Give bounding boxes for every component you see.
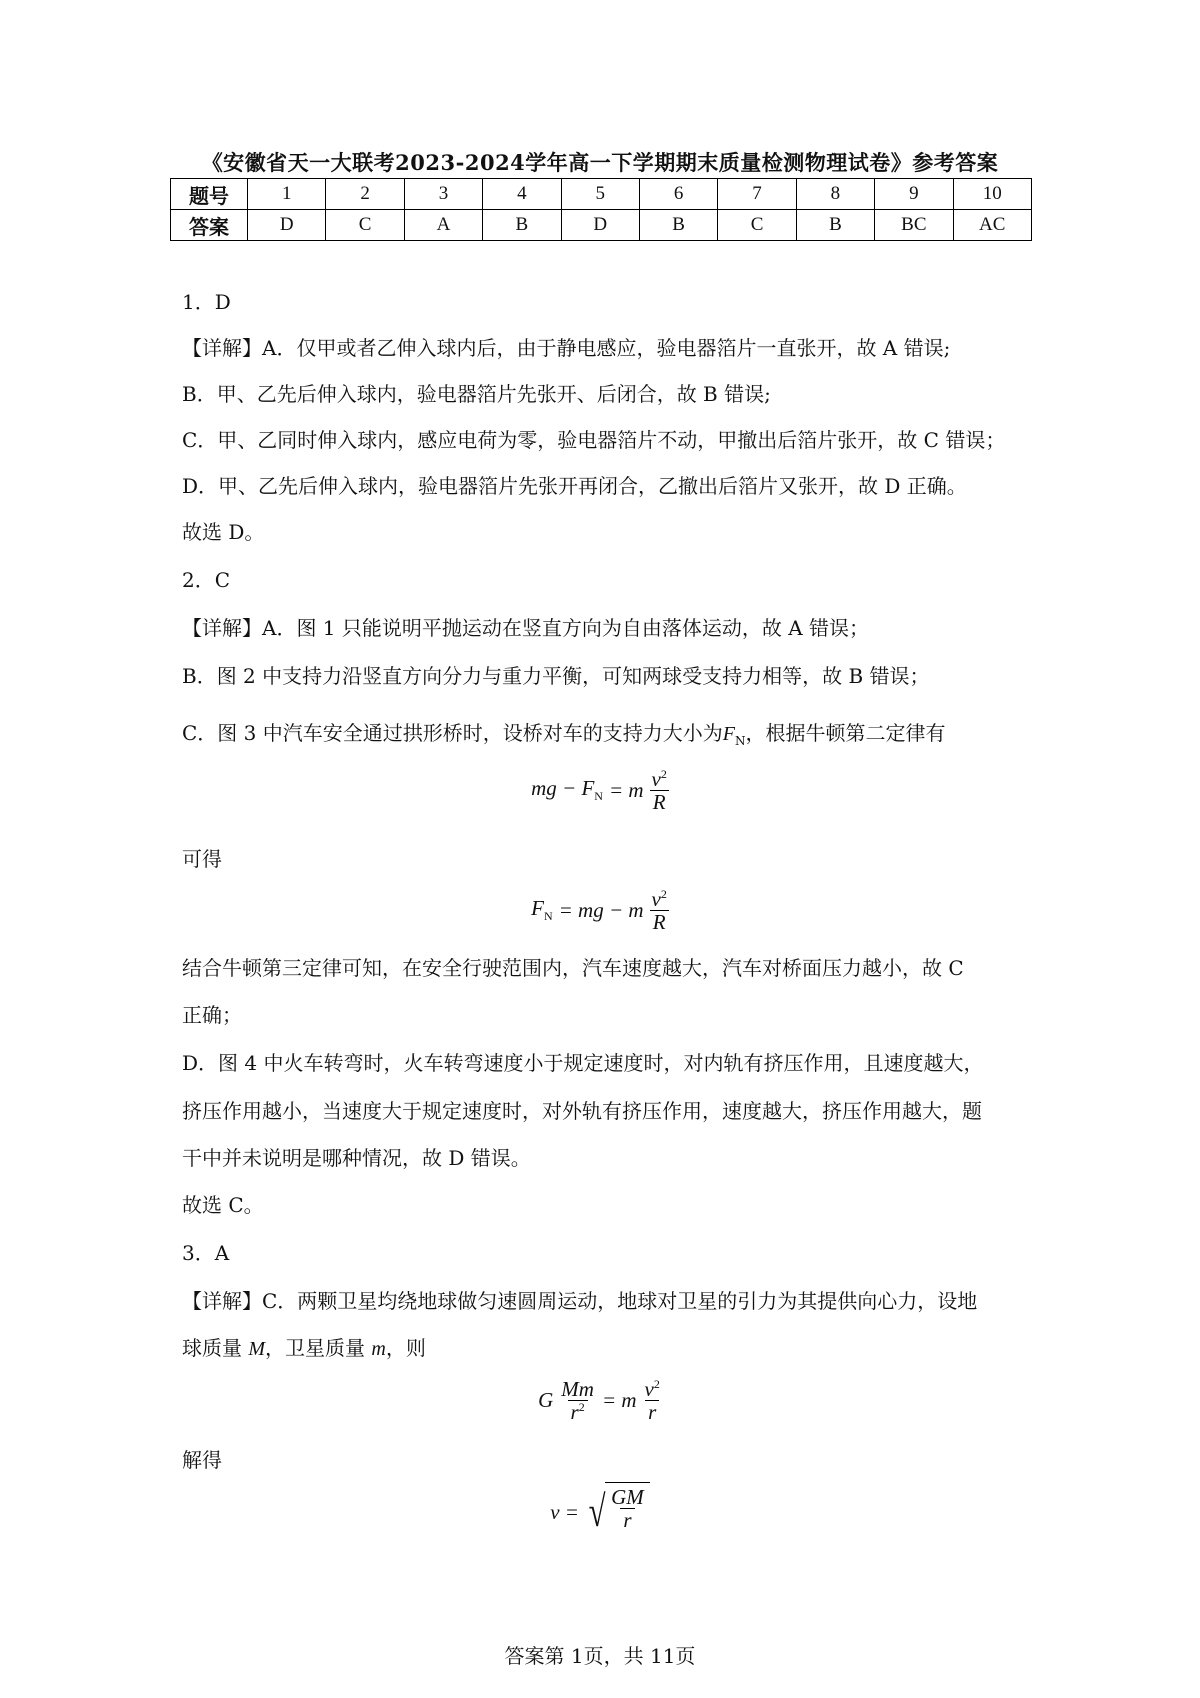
q1-conclusion: 故选 D。 [182,520,265,544]
page-footer: 答案第 1页，共 11页 [504,1644,696,1668]
table-cell: BC [875,210,953,241]
fraction: $\frac{v^2}{R}$ [651,887,667,935]
formula-lhs: $F_N$ [531,896,553,924]
page-title: 《安徽省天一大联考2023-2024学年高一下学期期末质量检测物理试卷》参考答案 [201,150,999,175]
table-row-header: 答案 [171,210,248,241]
q2-heading: 2．C [182,568,231,592]
formula-lhs: v = [550,1499,579,1524]
q1-explanation-d: D．甲、乙先后伸入球内，验电器箔片先张开再闭合，乙撤出后箔片又张开，故 D 正确。 [182,474,967,498]
table-cell: 4 [483,179,561,210]
formula-mid: = mg − m [558,898,644,923]
formula-G: G [538,1388,554,1413]
q2-explanation-e3: 干中并未说明是哪种情况，故 D 错误。 [182,1146,531,1170]
q1-explanation-a: 【详解】A．仅甲或者乙伸入球内后，由于静电感应，验电器箔片一直张开，故 A 错误; [182,336,951,360]
table-cell: B [483,210,561,241]
q1-explanation-c: C．甲、乙同时伸入球内，感应电荷为零，验电器箔片不动，甲撤出后箔片张开，故 C 错误； [182,428,1006,452]
table-cell: 9 [875,179,953,210]
q2-explanation-c [182,720,945,754]
table-cell: D [248,210,326,241]
answer-table [170,178,1032,241]
formula-normal-force [0,888,1200,933]
table-cell: 7 [718,179,796,210]
sqrt-symbol: √ $\frac{GM}{r}$ [585,1482,650,1542]
table-cell: 8 [796,179,874,210]
q1-heading: 1．D [182,290,231,314]
table-cell: D [561,210,639,241]
q3-explanation-b: 球质量 M，卫星质量 m，则 [182,1336,426,1360]
symbol-F: F [722,723,735,745]
formula-orbital-velocity [0,1482,1200,1542]
q2-explanation-a: 【详解】A．图 1 只能说明平抛运动在竖直方向为自由落体运动，故 A 错误； [182,616,870,640]
table-cell: AC [953,210,1031,241]
q2-explanation-d2: 正确； [182,1003,242,1027]
formula-mid: = m [608,778,644,803]
q2-explanation-e1: D．图 4 中火车转弯时，火车转弯速度小于规定速度时，对内轨有挤压作用，且速度越大， [182,1051,984,1075]
table-cell: 6 [639,179,717,210]
q3-jiede: 解得 [182,1448,222,1472]
q3-heading: 3．A [182,1241,230,1265]
q2-conclusion: 故选 C。 [182,1193,264,1217]
table-row [171,179,1032,210]
formula-gravitation [0,1378,1200,1423]
q2-explanation-e2: 挤压作用越小，当速度大于规定速度时，对外轨有挤压作用，速度越大，挤压作用越大，题 [182,1099,982,1123]
table-cell: B [796,210,874,241]
fraction: $\frac{GM}{r}$ [611,1485,644,1533]
table-cell: 1 [248,179,326,210]
q2-explanation-b: B．图 2 中支持力沿竖直方向分力与重力平衡，可知两球受支持力相等，故 B 错误； [182,664,930,688]
table-cell: 10 [953,179,1031,210]
table-cell: A [404,210,482,241]
text-segment: ，根据牛顿第二定律有 [745,721,946,745]
fraction: $\frac{Mm}{r^2}$ [561,1377,594,1425]
table-row [171,210,1032,241]
formula-mid: = m [601,1388,637,1413]
symbol-M: M [248,1338,266,1360]
table-cell: C [718,210,796,241]
q2-explanation-d1: 结合牛顿第三定律可知，在安全行驶范围内，汽车速度越大，汽车对桥面压力越小，故 C [182,956,964,980]
symbol-m: m [371,1338,386,1360]
table-cell: 3 [404,179,482,210]
table-cell: 5 [561,179,639,210]
fraction: $\frac{v^2}{R}$ [651,767,667,815]
formula-lhs: mg − $F_N$ [531,776,603,804]
text-segment: C．图 3 中汽车安全通过拱形桥时，设桥对车的支持力大小为 [182,721,723,745]
q2-kede: 可得 [182,847,222,871]
q3-explanation-a: 【详解】C．两颗卫星均绕地球做匀速圆周运动，地球对卫星的引力为其提供向心力，设地 [182,1289,978,1313]
q1-explanation-b: B．甲、乙先后伸入球内，验电器箔片先张开、后闭合，故 B 错误; [182,382,771,406]
fraction: $\frac{v^2}{r}$ [644,1377,660,1425]
table-cell: C [326,210,404,241]
table-cell: B [639,210,717,241]
table-cell: 2 [326,179,404,210]
table-row-header: 题号 [171,179,248,210]
subscript-n: N [734,734,746,748]
formula-newton-second [0,768,1200,813]
